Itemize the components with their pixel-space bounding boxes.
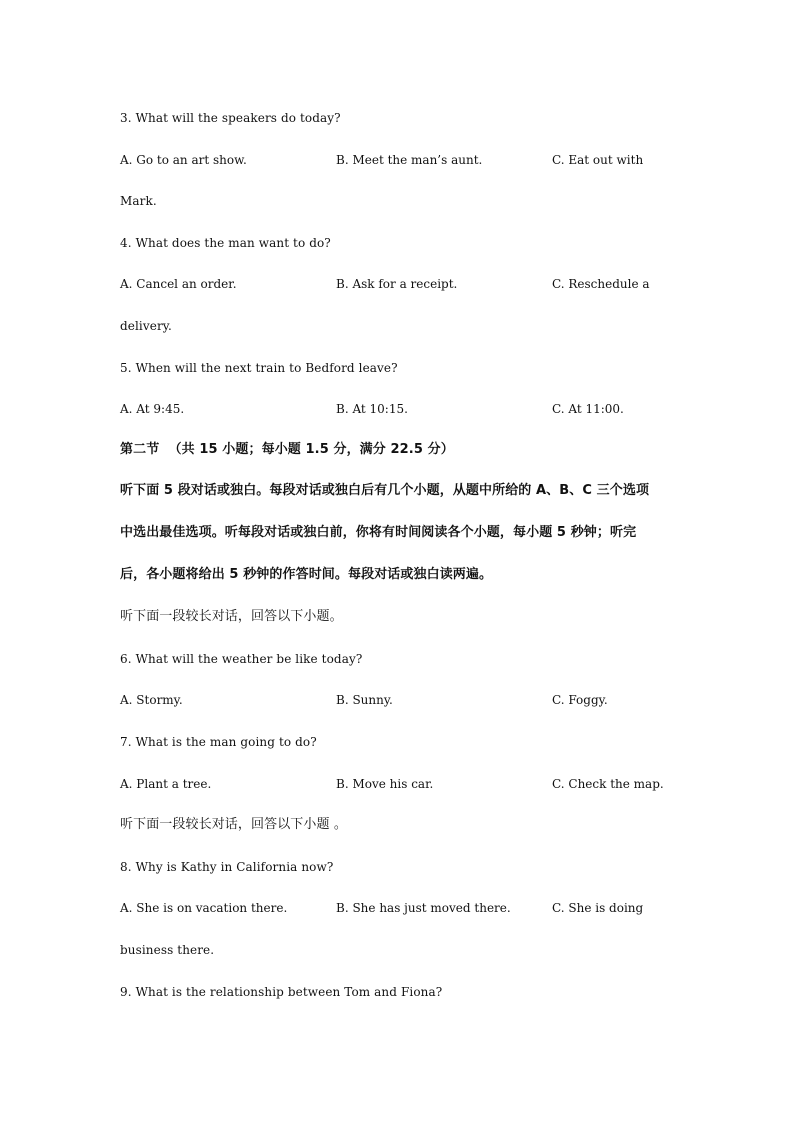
question-5: 5. When will the next train to Bedford leave? — [120, 361, 398, 375]
question-3-option-c: C. Eat out with — [552, 153, 644, 167]
question-5-option-a: A. At 9:45. — [120, 402, 185, 416]
question-7-option-b: B. Move his car. — [336, 777, 434, 791]
question-8-option-a: A. She is on vacation there. — [120, 901, 288, 915]
question-3-option-a: A. Go to an art show. — [120, 153, 247, 167]
question-4-option-c: C. Reschedule a — [552, 277, 650, 291]
question-4-option-c-continued: delivery. — [120, 319, 172, 333]
question-6-option-a: A. Stormy. — [120, 693, 183, 707]
section-2-heading: 第二节 （共 15 小题；每小题 1.5 分，满分 22.5 分） — [120, 442, 454, 457]
section-2-instructions-line-3: 后，各小题将给出 5 秒钟的作答时间。每段对话或独白读两遍。 — [120, 567, 493, 582]
question-7-option-c: C. Check the map. — [552, 777, 664, 791]
question-4-option-a: A. Cancel an order. — [120, 277, 237, 291]
question-8-option-c-continued: business there. — [120, 943, 215, 957]
question-6-option-b: B. Sunny. — [336, 693, 393, 707]
dialog-intro-2: 听下面一段较长对话，回答以下小题 。 — [120, 817, 347, 832]
section-2-instructions-line-1: 听下面 5 段对话或独白。每段对话或独白后有几个小题，从题中所给的 A、B、C 三个选项 — [120, 483, 650, 498]
question-7: 7. What is the man going to do? — [120, 735, 317, 749]
question-8-option-b: B. She has just moved there. — [336, 901, 511, 915]
section-2-instructions-line-2: 中选出最佳选项。听每段对话或独白前，你将有时间阅读各个小题，每小题 5 秒钟；听完 — [120, 525, 637, 540]
question-6-option-c: C. Foggy. — [552, 693, 608, 707]
question-8: 8. Why is Kathy in California now? — [120, 860, 334, 874]
question-3-option-c-continued: Mark. — [120, 194, 157, 208]
question-6: 6. What will the weather be like today? — [120, 652, 363, 666]
question-3: 3. What will the speakers do today? — [120, 111, 341, 125]
question-7-option-a: A. Plant a tree. — [120, 777, 212, 791]
question-3-option-b: B. Meet the man’s aunt. — [336, 153, 483, 167]
question-8-option-c: C. She is doing — [552, 901, 644, 915]
dialog-intro-1: 听下面一段较长对话，回答以下小题。 — [120, 609, 343, 624]
question-4: 4. What does the man want to do? — [120, 236, 331, 250]
question-4-option-b: B. Ask for a receipt. — [336, 277, 458, 291]
question-9: 9. What is the relationship between Tom and Fiona? — [120, 985, 443, 999]
question-5-option-b: B. At 10:15. — [336, 402, 408, 416]
question-5-option-c: C. At 11:00. — [552, 402, 624, 416]
